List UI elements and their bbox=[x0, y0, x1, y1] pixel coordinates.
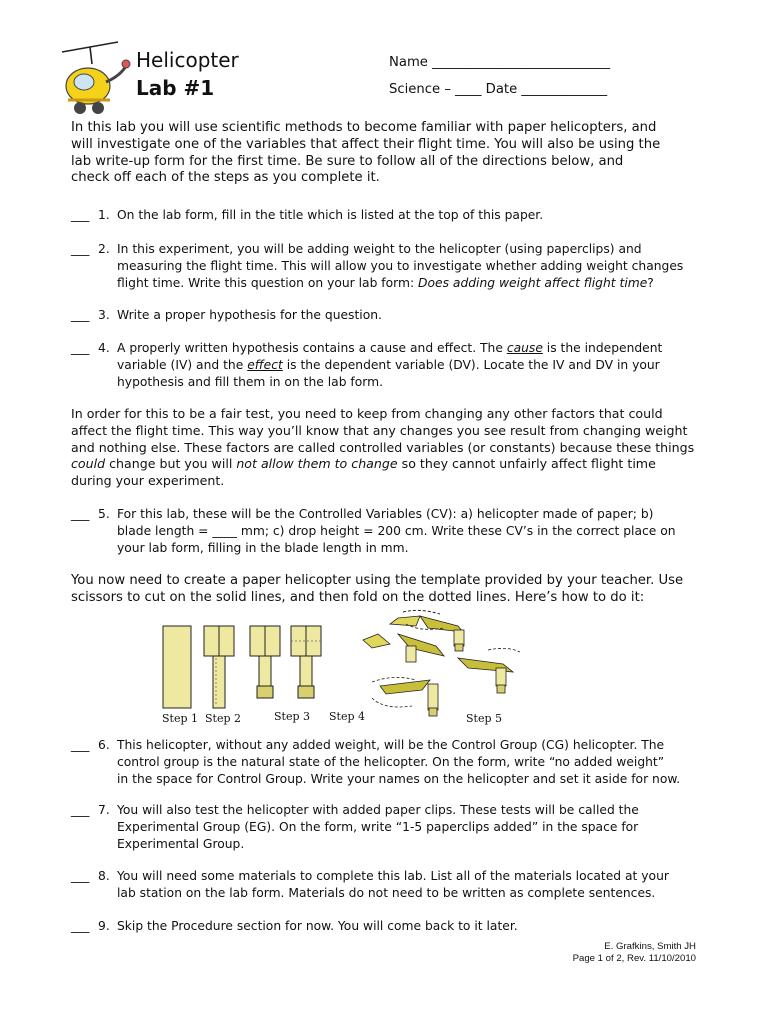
folding-steps-figure bbox=[158, 606, 523, 726]
item-number: 6. bbox=[98, 738, 110, 752]
checkbox-blank: ___ bbox=[71, 869, 90, 883]
footer-author: E. Grafkins, Smith JH bbox=[604, 941, 696, 952]
fair-test-paragraph: In order for this to be a fair test, you need to keep from changing any other factors that could affect the flight time. This way you’ll know that any changes you see result from changing weight and nothing else. These factors are called controlled variables (or constants) because these things could change but you will not allow them to change so they cannot unfairly affect flight time during your experiment. bbox=[71, 406, 695, 489]
science-date-field-label: Science – ____ Date _____________ bbox=[389, 82, 608, 97]
step5-diagram bbox=[363, 610, 520, 716]
intro-paragraph: In this lab you will use scientific methods to become familiar with paper helicopters, and will investigate one of the variables that affect their flight time. You will also be using the lab write-up form for the first time. Be sure to follow all of the directions below, and check off each of the steps as you complete it. bbox=[71, 120, 661, 186]
item-number: 8. bbox=[98, 869, 110, 883]
step3-label: Step 3 bbox=[274, 710, 311, 723]
item-number: 1. bbox=[98, 208, 110, 222]
lab-worksheet-page: Helicopter Lab #1 Name ___________________________ Science – ____ Date _____________ In this lab you will use scientific methods to become familiar with paper helicopters, and will investigate one of the variables that affect their flight time. You will also be using the lab write-up form for the first time. Be sure to follow all of the directions below, and check off each of the steps as you complete it. ___ 1. On the lab form, fill in the title which is listed at the top of this paper. ___ 2. In this experiment, you will be adding weight to the helicopter (using paperclips) and measuring the flight time. This will allow you to investigate whether adding weight changes flight time. Write this question on your lab form: Does adding weight affect flight time? ___ 3. Write a proper hypothesis for the question. ___ 4. A properly written hypothesis contains a cause and effect. The cause is the independent variable (IV) and the effect is the dependent variable (DV). Locate the IV and DV in your hypothesis and fill them in on the lab form. In order for this to be a fair test, you need to keep from changing any other factors that could affect the flight time. This way you’ll know that any changes you see result from changing weight and nothing else. These factors are called controlled variables (or constants) because these things could change but you will not allow them to change so they cannot unfairly affect flight time during your experiment. ___ 5. For this lab, these will be the Controlled Variables (CV): a) helicopter made of paper; b) blade length = ____ mm; c) drop height = 200 cm. Write these CV’s in the correct place on your lab form, filling in the blade length in mm. You now need to create a paper helicopter using the template provided by your teacher. Use scissors to cut on the solid lines, and then fold on the dotted lines. Here’s how to do it: Step 1 Step 2 Step 3 Step 4 Step 5 ___ 6. This helicopter, without any added weight, will be the Control Group (CG) helicopter. The control group is the natural state of the helicopter. On the form, write “no added weight” in the space for Control Group. Write your names on the helicopter and set it aside for now. ___ 7. You will also test the helicopter with added paper clips. These tests will be called the Experimental Group (EG). On the form, write “1-5 paperclips added” in the space for Experimental Group. ___ 8. You will need some materials to complete this lab. List all of the materials located at your lab station on the lab form. Materials do not need to be written as complete sentences. ___ 9. Skip the Procedure section for now. You will come back to it later. E. Grafkins, Smith JH Page 1 of 2, Rev. 11/10/2010 bbox=[0, 0, 768, 1024]
research-question: Does adding weight affect flight time bbox=[418, 275, 648, 290]
checkbox-blank: ___ bbox=[71, 308, 90, 322]
page-title: Helicopter bbox=[136, 48, 239, 72]
item-number: 9. bbox=[98, 919, 110, 933]
step2-label: Step 2 bbox=[205, 712, 242, 725]
item-number: 4. bbox=[98, 341, 110, 355]
step2-diagram bbox=[204, 626, 234, 708]
name-field-label: Name ___________________________ bbox=[389, 55, 611, 70]
item-number: 5. bbox=[98, 507, 110, 521]
step5-label: Step 5 bbox=[466, 712, 503, 725]
lab-number: Lab #1 bbox=[136, 76, 215, 100]
item-number: 7. bbox=[98, 803, 110, 817]
item-number: 2. bbox=[98, 242, 110, 256]
checkbox-blank: ___ bbox=[71, 738, 90, 752]
step4-diagram bbox=[291, 626, 321, 698]
helicopter-logo-icon bbox=[58, 38, 132, 120]
checkbox-blank: ___ bbox=[71, 242, 90, 256]
item-number: 3. bbox=[98, 308, 110, 322]
step3-diagram bbox=[250, 626, 280, 698]
effect-term: effect bbox=[247, 357, 283, 372]
folding-steps-illustration bbox=[158, 606, 523, 726]
step1-diagram bbox=[163, 626, 191, 708]
template-paragraph: You now need to create a paper helicopter using the template provided by your teacher. Use scissors to cut on the solid lines, and then fold on the dotted lines. Here’s how to do it: bbox=[71, 573, 684, 605]
footer-page-number: Page 1 of 2, Rev. 11/10/2010 bbox=[572, 953, 696, 964]
checkbox-blank: ___ bbox=[71, 803, 90, 817]
checkbox-blank: ___ bbox=[71, 507, 90, 521]
cause-term: cause bbox=[506, 341, 543, 355]
step1-label: Step 1 bbox=[162, 712, 199, 725]
checkbox-blank: ___ bbox=[71, 208, 90, 222]
checkbox-blank: ___ bbox=[71, 341, 90, 355]
checkbox-blank: ___ bbox=[71, 919, 90, 933]
step4-label: Step 4 bbox=[329, 710, 366, 723]
